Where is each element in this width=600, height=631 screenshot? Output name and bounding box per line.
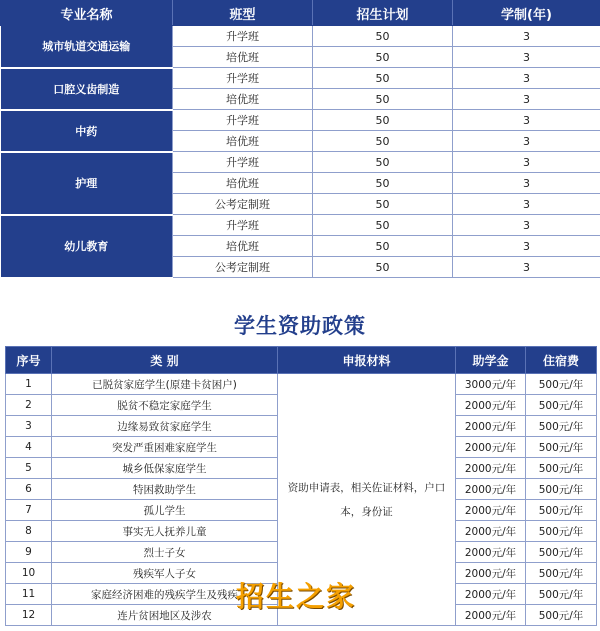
row-number: 6 [6, 479, 52, 500]
category: 残疾军人子女 [52, 563, 278, 584]
housing-fee: 500元/年 [526, 542, 597, 563]
duration: 3 [453, 68, 600, 89]
enrollment-plan: 50 [313, 131, 453, 152]
enrollment-plan: 50 [313, 215, 453, 236]
table-row [1, 110, 600, 131]
duration: 3 [453, 26, 600, 47]
enrollment-plan: 50 [313, 47, 453, 68]
category: 连片贫困地区及涉农 [52, 605, 278, 626]
housing-fee: 500元/年 [526, 500, 597, 521]
category: 烈士子女 [52, 542, 278, 563]
duration: 3 [453, 110, 600, 131]
major-name: 城市轨道交通运输 [1, 26, 173, 68]
enrollment-plan: 50 [313, 257, 453, 278]
category: 脱贫不稳定家庭学生 [52, 395, 278, 416]
duration: 3 [453, 173, 600, 194]
enrollment-plan: 50 [313, 110, 453, 131]
category: 事实无人抚养儿童 [52, 521, 278, 542]
grant-amount: 2000元/年 [456, 521, 526, 542]
class-type: 升学班 [173, 26, 313, 47]
duration: 3 [453, 152, 600, 173]
row-number: 2 [6, 395, 52, 416]
program-table [0, 0, 600, 279]
duration: 3 [453, 236, 600, 257]
category: 城乡低保家庭学生 [52, 458, 278, 479]
housing-fee: 500元/年 [526, 605, 597, 626]
housing-fee: 500元/年 [526, 437, 597, 458]
column-header: 助学金 [456, 347, 526, 374]
class-type: 培优班 [173, 47, 313, 68]
grant-amount: 2000元/年 [456, 584, 526, 605]
row-number: 12 [6, 605, 52, 626]
major-name: 中药 [1, 110, 173, 152]
row-number: 7 [6, 500, 52, 521]
class-type: 公考定制班 [173, 257, 313, 278]
housing-fee: 500元/年 [526, 563, 597, 584]
row-number: 3 [6, 416, 52, 437]
housing-fee: 500元/年 [526, 479, 597, 500]
class-type: 培优班 [173, 131, 313, 152]
duration: 3 [453, 47, 600, 68]
category: 突发严重困难家庭学生 [52, 437, 278, 458]
category: 家庭经济困难的残疾学生及残疾 [52, 584, 278, 605]
grant-amount: 2000元/年 [456, 542, 526, 563]
grant-amount: 2000元/年 [456, 437, 526, 458]
class-type: 公考定制班 [173, 194, 313, 215]
column-header: 学制(年) [453, 1, 600, 26]
duration: 3 [453, 215, 600, 236]
housing-fee: 500元/年 [526, 458, 597, 479]
category: 孤儿学生 [52, 500, 278, 521]
grant-amount: 2000元/年 [456, 563, 526, 584]
housing-fee: 500元/年 [526, 374, 597, 395]
policy-table-header [6, 347, 597, 374]
housing-fee: 500元/年 [526, 584, 597, 605]
grant-amount: 2000元/年 [456, 458, 526, 479]
grant-amount: 3000元/年 [456, 374, 526, 395]
duration: 3 [453, 194, 600, 215]
class-type: 培优班 [173, 173, 313, 194]
major-name: 幼儿教育 [1, 215, 173, 278]
class-type: 升学班 [173, 215, 313, 236]
grant-amount: 2000元/年 [456, 395, 526, 416]
column-header: 类 别 [52, 347, 278, 374]
class-type: 培优班 [173, 236, 313, 257]
enrollment-plan: 50 [313, 173, 453, 194]
enrollment-plan: 50 [313, 26, 453, 47]
table-row [6, 374, 597, 395]
column-header: 申报材料 [278, 347, 456, 374]
row-number: 8 [6, 521, 52, 542]
enrollment-plan: 50 [313, 68, 453, 89]
row-number: 4 [6, 437, 52, 458]
grant-amount: 2000元/年 [456, 479, 526, 500]
enrollment-plan: 50 [313, 89, 453, 110]
grant-amount: 2000元/年 [456, 605, 526, 626]
duration: 3 [453, 89, 600, 110]
row-number: 5 [6, 458, 52, 479]
program-table-header [1, 1, 600, 26]
materials: 资助申请表，相关佐证材料，户口本，身份证 [278, 374, 456, 626]
column-header: 专业名称 [1, 1, 173, 26]
table-row [1, 26, 600, 47]
housing-fee: 500元/年 [526, 395, 597, 416]
column-header: 班型 [173, 1, 313, 26]
row-number: 9 [6, 542, 52, 563]
policy-title: 学生资助政策 [234, 314, 366, 338]
grant-amount: 2000元/年 [456, 416, 526, 437]
duration: 3 [453, 131, 600, 152]
enrollment-plan: 50 [313, 236, 453, 257]
class-type: 升学班 [173, 110, 313, 131]
category: 已脱贫家庭学生(原建卡贫困户) [52, 374, 278, 395]
enrollment-plan: 50 [313, 152, 453, 173]
row-number: 1 [6, 374, 52, 395]
row-number: 11 [6, 584, 52, 605]
category: 边缘易致贫家庭学生 [52, 416, 278, 437]
housing-fee: 500元/年 [526, 416, 597, 437]
class-type: 培优班 [173, 89, 313, 110]
column-header: 序号 [6, 347, 52, 374]
enrollment-plan: 50 [313, 194, 453, 215]
table-row [1, 215, 600, 236]
column-header: 住宿费 [526, 347, 597, 374]
major-name: 护理 [1, 152, 173, 215]
watermark-logo: 招生之家 [236, 580, 357, 613]
table-row [1, 152, 600, 173]
category: 特困救助学生 [52, 479, 278, 500]
grant-amount: 2000元/年 [456, 500, 526, 521]
table-row [1, 68, 600, 89]
column-header: 招生计划 [313, 1, 453, 26]
class-type: 升学班 [173, 152, 313, 173]
row-number: 10 [6, 563, 52, 584]
duration: 3 [453, 257, 600, 278]
class-type: 升学班 [173, 68, 313, 89]
housing-fee: 500元/年 [526, 521, 597, 542]
major-name: 口腔义齿制造 [1, 68, 173, 110]
